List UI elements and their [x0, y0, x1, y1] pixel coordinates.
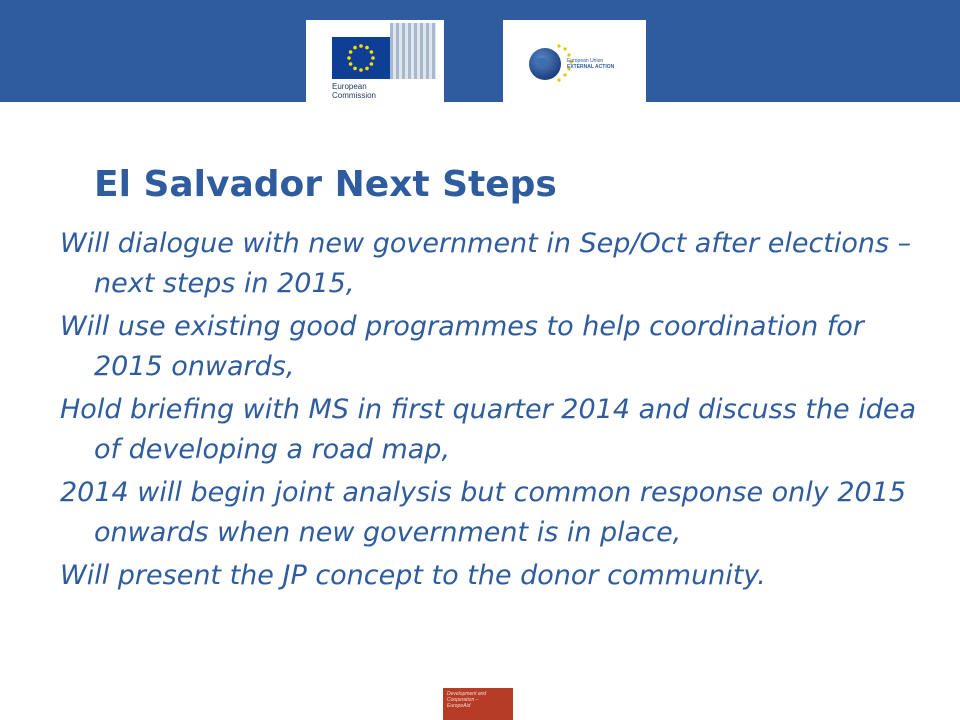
eeas-logo-line2: EXTERNAL ACTION [567, 64, 615, 70]
eu-external-action-logo [503, 20, 646, 102]
european-commission-logo [306, 20, 444, 102]
ec-logo-line2: Commission [332, 91, 377, 100]
bullet-item: Will dialogue with new government in Sep/Oct after elections – next steps in 2015, [60, 228, 912, 299]
ec-logo-text [332, 82, 432, 100]
header-band [0, 0, 960, 102]
eeas-logo-text [567, 58, 627, 70]
footer-line2: Cooperation – [447, 697, 479, 703]
bullet-item: Will present the JP concept to the donor community. [60, 560, 766, 591]
bullet-item: Hold briefing with MS in first quarter 2014 and discuss the idea of developing a road map, [60, 394, 917, 465]
footer-line1: Development and [447, 691, 487, 697]
footer-line3: EuropeAid [447, 703, 471, 709]
bullet-list [60, 224, 920, 599]
bullet-item: 2014 will begin joint analysis but common response only 2015 onwards when new government is in place, [60, 477, 907, 548]
berlaymont-building-icon [390, 23, 436, 79]
bullet-item: Will use existing good programmes to help coordination for 2015 onwards, [60, 311, 864, 382]
eeas-logo-line1: European Union [567, 58, 604, 64]
eu-flag-icon [332, 37, 390, 79]
slide-title: El Salvador Next Steps [94, 164, 557, 205]
ec-logo-line1: European [332, 82, 367, 91]
devco-footer-badge [443, 688, 513, 720]
